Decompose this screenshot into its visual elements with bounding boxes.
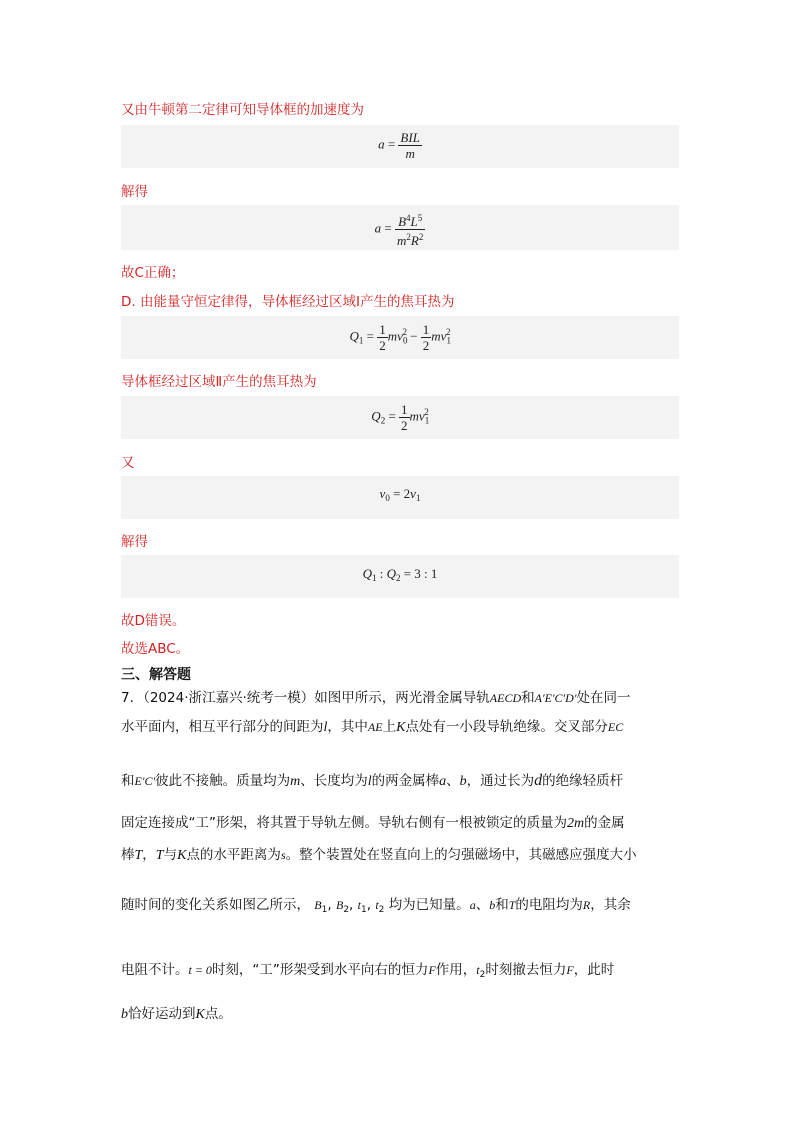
formula-box <box>121 476 679 519</box>
formula-box <box>121 555 679 598</box>
problem-line-2: 水平面内，相互平行部分的间距为l，其中AE上K点处有一小段导轨绝缘。交叉部分EC <box>121 719 624 735</box>
text-line: 又 <box>121 455 135 471</box>
problem-line-3: 和E′C′彼此不接触。质量均为m、长度均为l的两金属棒a、b，通过长为d的绝缘轻质杆 <box>121 772 624 789</box>
text-line: 又由牛顿第二定律可知导体框的加速度为 <box>121 102 364 118</box>
problem-line-5: 棒T，T与K点的水平距离为s。整个装置处在竖直向上的匀强磁场中，其磁感应强度大小 <box>121 847 637 863</box>
formula-q2: $Q_2$ = $\frac{1}{2}$ $mv_1^2$ <box>371 402 430 433</box>
section-title: 三、解答题 <box>121 667 191 683</box>
formula-box <box>121 205 679 250</box>
problem-line-8: b恰好运动到K点。 <box>121 1006 232 1022</box>
formula-box <box>121 396 679 439</box>
formula-box <box>121 316 679 359</box>
text-line: 故选ABC。 <box>121 641 190 657</box>
problem-line-1: 7．（2024·浙江嘉兴·统考一模）如图甲所示，两光滑金属导轨AECD和A′E′C′D′处在同一 <box>121 690 631 706</box>
text-line: 解得 <box>121 184 148 200</box>
formula-box <box>121 125 679 168</box>
problem-line-6: 随时间的变化关系如图乙所示， $B_1$, $B_2$, $t_1$, $t_2$ 均为已知量。a、b和T的电阻均为R，其余 <box>121 897 631 915</box>
text-line: 故C正确； <box>121 265 185 281</box>
formula-v0: $v_0 = 2v_1$ <box>379 486 421 503</box>
text-line: 故D错误。 <box>121 613 186 629</box>
problem-line-7: 电阻不计。t = 0时刻，“工”形架受到水平向右的恒力F作用，$t_2$时刻撤去恒力F，此时 <box>121 962 615 980</box>
text-line: 解得 <box>121 534 148 550</box>
problem-line-4: 固定连接成“工”形架，将其置于导轨左侧。导轨右侧有一根被锁定的质量为2m的金属 <box>121 815 625 831</box>
formula-acceleration-result: a = $\frac{B^4L^5}{m^2R^2}$ <box>374 213 424 248</box>
text-line: 导体框经过区域Ⅱ产生的焦耳热为 <box>121 374 317 390</box>
text-line: D. 由能量守恒定律得，导体框经过区域Ⅰ产生的焦耳热为 <box>121 294 455 310</box>
formula-acceleration: a = $\frac{\text{BIL}}{m}$ <box>378 130 420 161</box>
formula-q1: $Q_1$ = $\frac{1}{2}$ $mv_0^2$ − $\frac{1}{2}$ $mv_1^2$ <box>349 322 451 353</box>
formula-ratio: $Q_1$ : $Q_2 = 3$ : 1 <box>362 566 438 583</box>
